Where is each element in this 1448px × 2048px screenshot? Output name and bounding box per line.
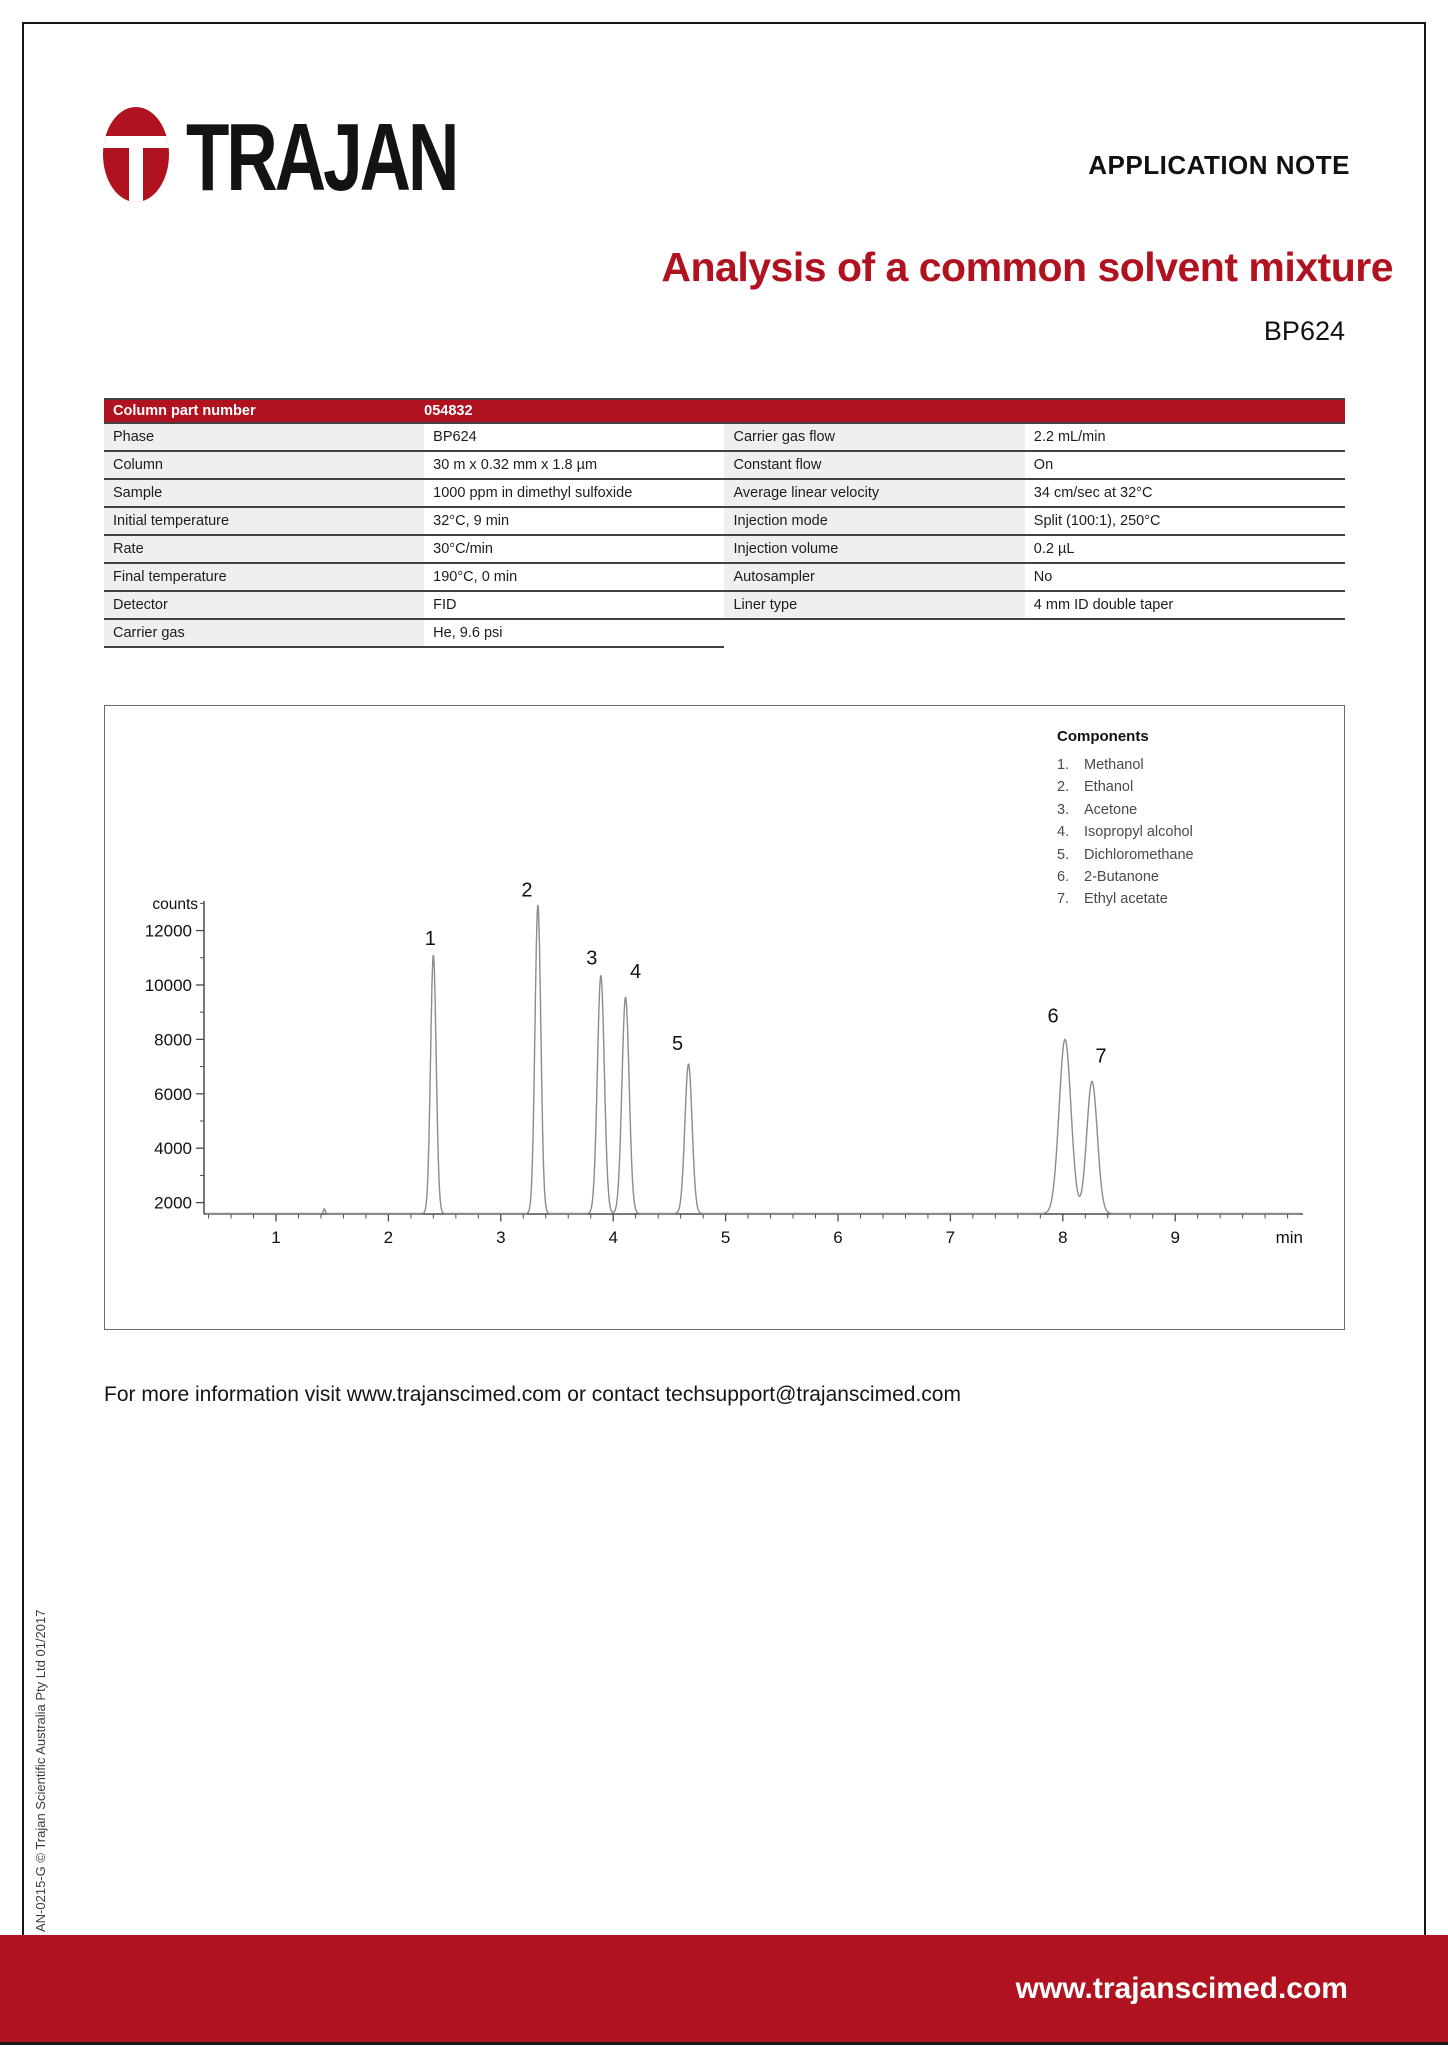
y-axis-title: counts: [152, 896, 198, 913]
x-tick-label: 5: [720, 1228, 731, 1247]
spec-label: Liner type: [724, 592, 1024, 620]
spec-value: 190°C, 0 min: [424, 564, 724, 592]
info-line: For more information visit www.trajanscimed.com or contact techsupport@trajanscimed.com: [104, 1383, 961, 1406]
chromatogram-box: [104, 705, 1345, 1330]
y-tick-label: 12000: [144, 921, 192, 941]
sidebar-note: AN-0215-G © Trajan Scientific Australia Pty Ltd 01/2017: [33, 1609, 48, 1932]
x-tick-label: 7: [945, 1228, 956, 1247]
legend-item-number: 4.: [1057, 824, 1070, 841]
legend-item: [1057, 776, 1327, 798]
legend-item-name: Methanol: [1084, 757, 1144, 773]
product-code: BP624: [1263, 316, 1345, 346]
legend-item: [1057, 754, 1327, 776]
spec-label: Average linear velocity: [724, 480, 1024, 508]
peak-label: 1: [424, 928, 436, 951]
spec-label: Initial temperature: [104, 508, 424, 536]
peak-label: 6: [1047, 1005, 1059, 1028]
spec-value: 1000 ppm in dimethyl sulfoxide: [424, 480, 724, 508]
x-tick-label: 9: [1170, 1228, 1180, 1247]
x-tick-label: 6: [833, 1228, 843, 1247]
spec-label: Detector: [104, 592, 424, 620]
legend-item: [1057, 821, 1327, 843]
table-header-label: Column part number: [113, 403, 256, 419]
legend-item: [1057, 888, 1327, 910]
components-legend: [1057, 728, 1327, 911]
peak-label: 7: [1095, 1045, 1107, 1068]
spec-value: 30°C/min: [424, 536, 724, 564]
spec-label: Final temperature: [104, 564, 424, 592]
website-text: www.trajanscimed.com: [1015, 1971, 1348, 2005]
spec-label: Column: [104, 452, 424, 480]
y-tick-label: 2000: [154, 1193, 192, 1213]
legend-item: [1057, 844, 1327, 866]
spec-value: FID: [424, 592, 724, 620]
table-row: [104, 620, 1345, 648]
logo-t-bar: [103, 136, 169, 148]
legend-item-number: 3.: [1057, 801, 1070, 818]
trajan-logo-icon: [103, 107, 169, 202]
spec-label: Injection mode: [724, 508, 1024, 536]
spec-value: BP624: [424, 424, 724, 452]
empty-cell: [724, 620, 1024, 648]
spec-value: Split (100:1), 250°C: [1025, 508, 1345, 536]
spec-value: 30 m x 0.32 mm x 1.8 µm: [424, 452, 724, 480]
logo-t-stem: [129, 148, 143, 202]
page-title: Analysis of a common solvent mixture: [661, 244, 1393, 290]
legend-item-number: 7.: [1057, 891, 1070, 908]
chromatogram-trace: [206, 906, 1299, 1214]
legend-item: [1057, 799, 1327, 821]
legend-item-number: 5.: [1057, 846, 1070, 863]
peak-label: 5: [671, 1032, 684, 1055]
spec-value: He, 9.6 psi: [424, 620, 724, 648]
table-row: [104, 564, 1345, 592]
logo-wordmark: TRAJAN: [186, 104, 457, 211]
spec-label: Carrier gas: [104, 620, 424, 648]
y-tick-label: 10000: [144, 975, 192, 995]
table-row: [104, 424, 1345, 452]
table-row: [104, 452, 1345, 480]
table-row: [104, 592, 1345, 620]
spec-label: Autosampler: [724, 564, 1024, 592]
y-tick-label: 4000: [154, 1139, 192, 1159]
peak-label: 2: [521, 879, 533, 902]
empty-cell: [1025, 620, 1345, 648]
legend-item-name: Dichloromethane: [1084, 846, 1194, 863]
legend-item-name: 2-Butanone: [1084, 869, 1159, 886]
spec-value: 2.2 mL/min: [1025, 424, 1345, 452]
y-tick-label: 8000: [154, 1030, 192, 1050]
spec-value: 0.2 µL: [1025, 536, 1345, 564]
spec-value: 32°C, 9 min: [424, 508, 724, 536]
table-row: [104, 536, 1345, 564]
table-row: [104, 508, 1345, 536]
legend-item-name: Ethyl acetate: [1084, 891, 1168, 908]
legend-item-number: 2.: [1057, 779, 1070, 796]
legend-item: [1057, 866, 1327, 888]
spec-table: [104, 398, 1345, 648]
x-tick-label: 4: [608, 1228, 618, 1247]
spec-label: Carrier gas flow: [724, 424, 1024, 452]
x-tick-label: 8: [1058, 1228, 1068, 1247]
table-header-value: 054832: [424, 403, 473, 419]
table-row: [104, 480, 1345, 508]
x-tick-label: 1: [271, 1228, 281, 1247]
peak-label: 3: [586, 947, 598, 970]
spec-value: 4 mm ID double taper: [1025, 592, 1345, 620]
spec-label: Injection volume: [724, 536, 1024, 564]
footer-bar: [0, 1935, 1448, 2045]
spec-value: On: [1025, 452, 1345, 480]
legend-item-name: Acetone: [1084, 801, 1138, 818]
spec-value: No: [1025, 564, 1345, 592]
y-tick-label: 6000: [154, 1084, 192, 1104]
legend-item-name: Ethanol: [1084, 779, 1134, 796]
x-axis-title: min: [1275, 1228, 1303, 1247]
spec-label: Phase: [104, 424, 424, 452]
legend-title: Components: [1057, 728, 1149, 745]
legend-item-name: Isopropyl alcohol: [1084, 824, 1193, 841]
spec-value: 34 cm/sec at 32°C: [1025, 480, 1345, 508]
legend-item-number: 1.: [1057, 757, 1070, 773]
peak-label: 4: [630, 961, 642, 984]
x-tick-label: 3: [496, 1228, 506, 1247]
spec-label: Rate: [104, 536, 424, 564]
x-tick-label: 2: [383, 1228, 394, 1247]
application-note-label: APPLICATION NOTE: [1088, 150, 1350, 180]
spec-label: Constant flow: [724, 452, 1024, 480]
legend-item-number: 6.: [1057, 869, 1070, 886]
spec-label: Sample: [104, 480, 424, 508]
table-header-row: [104, 400, 1345, 424]
